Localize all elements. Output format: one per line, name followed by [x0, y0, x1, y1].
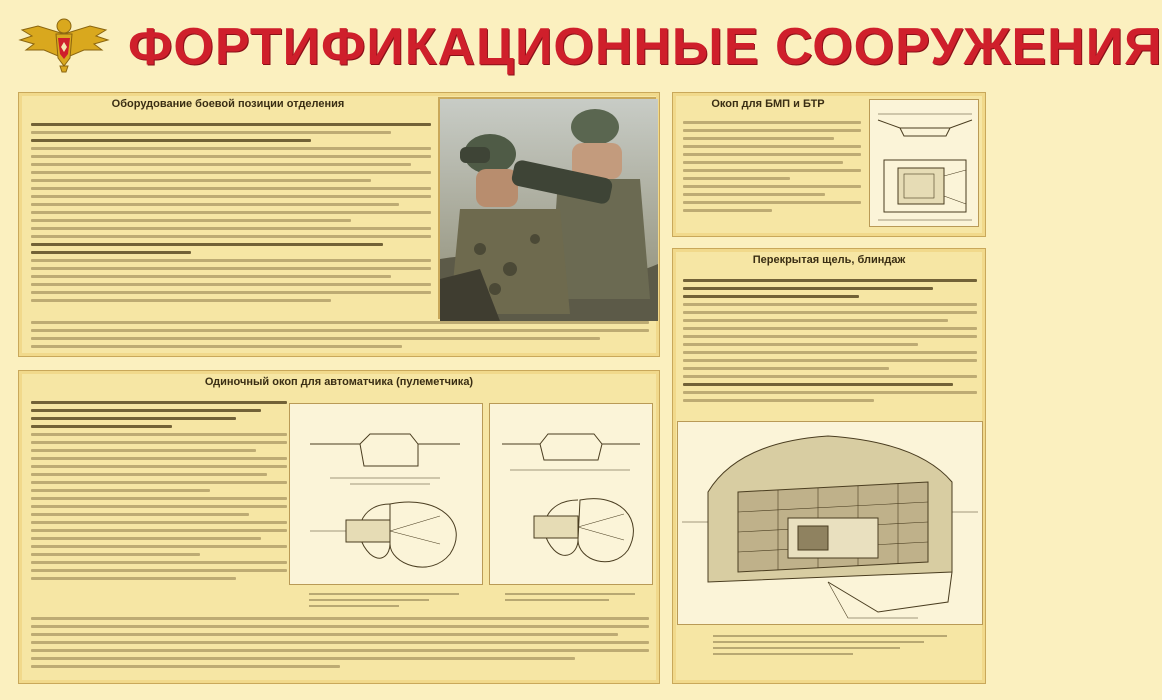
page-title: ФОРТИФИКАЦИОННЫЕ СООРУЖЕНИЯ	[128, 18, 1162, 76]
body-text	[31, 401, 287, 585]
body-text-wide	[31, 617, 649, 673]
panel-title: Одиночный окоп для автоматчика (пулеметчика)	[204, 376, 474, 388]
body-text	[31, 123, 431, 307]
trench-drawing-b	[489, 403, 653, 585]
drawing-caption-b	[505, 593, 635, 605]
body-text-wide	[31, 321, 649, 353]
panel-bmp-trench	[672, 92, 986, 237]
panel-title: Перекрытая щель, блиндаж	[752, 254, 906, 266]
panel-title: Окоп для БМП и БТР	[711, 98, 825, 110]
panel-single-trench	[18, 370, 660, 684]
dugout-cutaway-drawing	[677, 421, 983, 625]
body-text	[683, 121, 861, 217]
bmp-trench-drawing	[869, 99, 979, 227]
soldiers-photo	[438, 97, 656, 319]
trench-drawing-a	[289, 403, 483, 585]
panel-shelter	[672, 248, 986, 684]
drawing-caption-a	[309, 593, 459, 611]
panel-title: Оборудование боевой позиции отделения	[111, 98, 345, 110]
body-text	[683, 279, 977, 407]
drawing-caption	[713, 635, 947, 659]
emblem-icon	[18, 12, 110, 78]
